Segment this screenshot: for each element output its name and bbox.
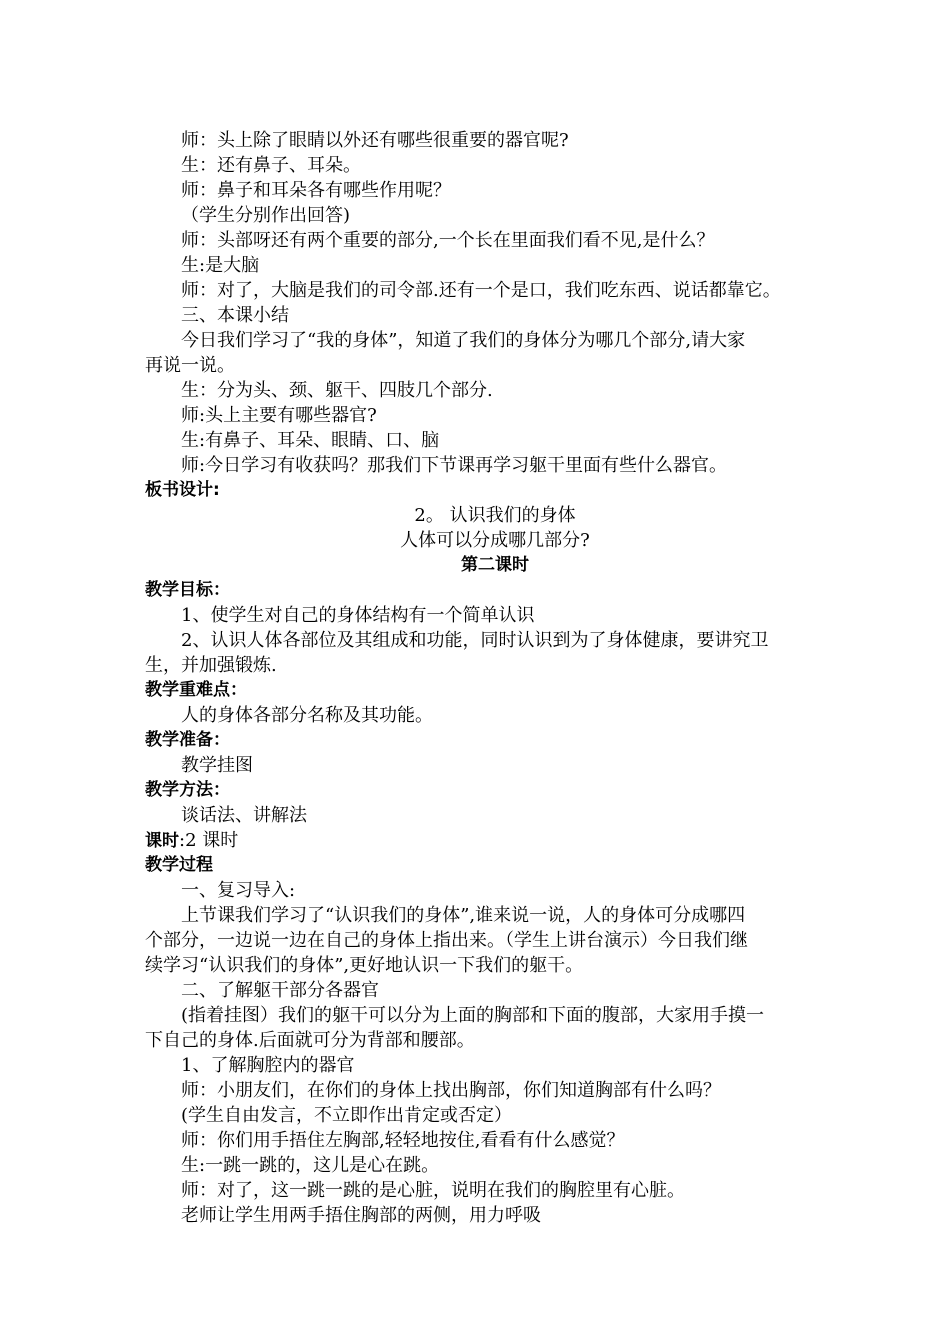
text-line: 师：鼻子和耳朵各有哪些作用呢？ xyxy=(181,180,451,201)
text-line: 生:一跳一跳的，这儿是心在跳。 xyxy=(181,1155,440,1176)
class-hours-value: :2 课时 xyxy=(179,830,239,851)
text-line: 上节课我们学习了“认识我们的身体”,谁来说一说，人的身体可分成哪四 xyxy=(181,905,746,926)
text-line: 师：小朋友们，在你们的身体上找出胸部，你们知道胸部有什么吗？ xyxy=(181,1080,721,1101)
text-line: 二、了解躯干部分各器官 xyxy=(181,980,379,1001)
lesson-two-heading: 第二课时 xyxy=(461,555,529,575)
text-line: （学生分别作出回答) xyxy=(181,205,351,226)
text-line: 今日我们学习了“我的身体”，知道了我们的身体分为哪几个部分,请大家 xyxy=(181,330,746,351)
class-hours-line xyxy=(145,828,825,853)
text-line: 再说一说。 xyxy=(145,355,235,376)
board-subtitle: 人体可以分成哪几部分? xyxy=(400,530,590,551)
text-line: 师：头上除了眼睛以外还有哪些很重要的器官呢? xyxy=(181,130,569,151)
text-line: 生：还有鼻子、耳朵。 xyxy=(181,155,361,176)
text-line: 个部分，一边说一边在自己的身体上指出来。（学生上讲台演示）今日我们继 xyxy=(145,930,748,951)
text-line: 1、了解胸腔内的器官 xyxy=(181,1055,355,1076)
process-heading: 教学过程 xyxy=(145,855,213,875)
methods-heading: 教学方法： xyxy=(145,780,230,800)
text-line: 师:今日学习有收获吗？那我们下节课再学习躯干里面有些什么器官。 xyxy=(181,455,728,476)
text-line: (学生自由发言，不立即作出肯定或否定） xyxy=(181,1105,513,1126)
text-line: 教学挂图 xyxy=(181,755,253,776)
text-line: 人的身体各部分名称及其功能。 xyxy=(181,705,433,726)
key-points-heading: 教学重难点： xyxy=(145,680,247,700)
objectives-heading: 教学目标： xyxy=(145,580,230,600)
text-line: 2、认识人体各部位及其组成和功能，同时认识到为了身体健康，要讲究卫 xyxy=(181,630,769,651)
text-line: (指着挂图）我们的躯干可以分为上面的胸部和下面的腹部，大家用手摸一 xyxy=(181,1005,765,1026)
text-line: 老师让学生用两手捂住胸部的两侧，用力呼吸 xyxy=(181,1205,541,1226)
text-line: 下自己的身体.后面就可分为背部和腰部。 xyxy=(145,1030,475,1051)
text-line: 续学习“认识我们的身体”,更好地认识一下我们的躯干。 xyxy=(145,955,584,976)
text-line: 师:头上主要有哪些器官? xyxy=(181,405,377,426)
text-line: 生：分为头、颈、躯干、四肢几个部分. xyxy=(181,380,493,401)
text-line: 1、使学生对自己的身体结构有一个简单认识 xyxy=(181,605,535,626)
text-line: 一、复习导入: xyxy=(181,880,296,901)
text-line: 生:是大脑 xyxy=(181,255,260,276)
text-line: 师：对了，大脑是我们的司令部.还有一个是口，我们吃东西、说话都靠它。 xyxy=(181,280,781,301)
text-line: 师：你们用手捂住左胸部,轻轻地按住,看看有什么感觉？ xyxy=(181,1130,625,1151)
text-line: 谈话法、讲解法 xyxy=(181,805,307,826)
text-line: 生，并加强锻炼. xyxy=(145,655,277,676)
section-heading: 三、本课小结 xyxy=(181,305,289,326)
board-design-heading: 板书设计: xyxy=(145,480,220,500)
board-title: 2。 认识我们的身体 xyxy=(414,505,576,526)
text-line: 师：头部呀还有两个重要的部分,一个长在里面我们看不见,是什么？ xyxy=(181,230,715,251)
class-hours-label: 课时 xyxy=(145,831,179,851)
text-line: 师：对了，这一跳一跳的是心脏，说明在我们的胸腔里有心脏。 xyxy=(181,1180,685,1201)
preparation-heading: 教学准备： xyxy=(145,730,230,750)
text-line: 生:有鼻子、耳朵、眼睛、口、脑 xyxy=(181,430,440,451)
